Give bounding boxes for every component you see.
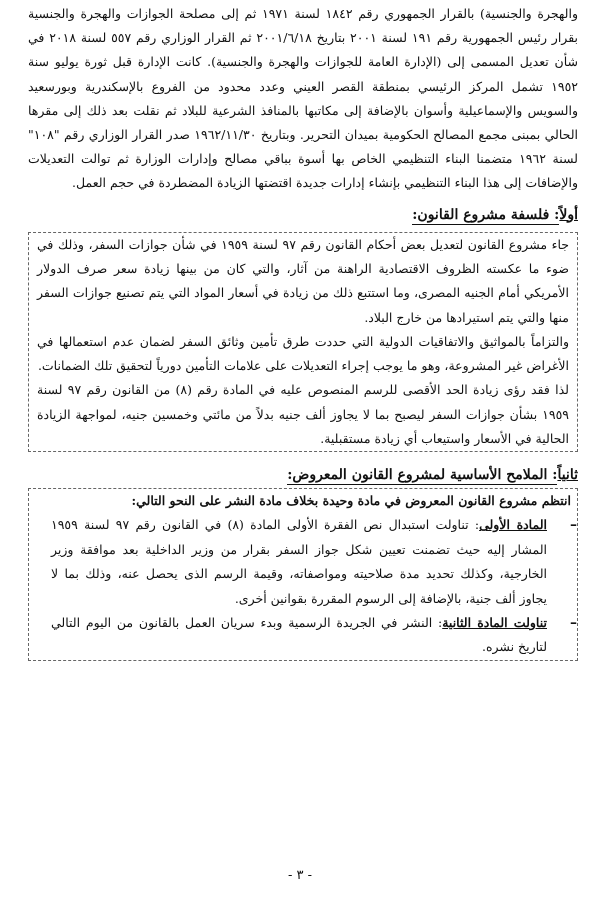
section-2-frame	[28, 488, 578, 660]
section-1-paragraph: جاء مشروع القانون لتعديل بعض أحكام القانون رقم ٩٧ لسنة ١٩٥٩ في شأن جوازات السفر، وذلك في ضوء ما عكسته الظروف الاقتصادية الراهنة من آثار، والتي كان من بينها زيادة سعر صرف الدولار الأمريكي أمام الجنيه المصرى، وما استتبع ذلك من زيادة في أسعار المواد التي يتم تصنيع جوازات السفر منها والتي يتم استيرادها من خارج البلاد.	[37, 236, 569, 325]
article-text-1	[43, 513, 555, 611]
page-number: - ٣ -	[287, 868, 313, 883]
section-heading-1	[28, 202, 578, 228]
section-1-paragraph: والتزاماً بالمواثيق والاتفاقيات الدولية التي حددت طرق تأمين وثائق السفر لضمان عدم استعمالها في الأغراض غير المشروعة، وهو ما يوجب إجراء التعديلات على علامات التأمين دورياً لتحقيق تلك الضمانات.	[37, 333, 569, 374]
article-label-2: تناولت المادة الثانية	[442, 614, 547, 630]
section-number-1: أولاً	[559, 206, 578, 223]
article-text-2	[43, 611, 555, 660]
list-dash: –	[570, 517, 577, 534]
intro-paragraph: والهجرة والجنسية) بالقرار الجمهوري رقم ١٨٤٢ لسنة ١٩٧١ ثم إلى مصلحة الجوازات والهجرة والجنسية بقرار رئيس الجمهورية رقم ١٩١ لسنة ٢٠٠١ بتاريخ ٢٠٠١/٦/١٨ ثم القرار الوزاري رقم ٥٥٧ لسنة ٢٠١٨ في شأن تعديل المسمى إلى (الإدارة العامة للجوازات والهجرة والجنسية). كانت الإدارة قبل ثورة يوليو سنة ١٩٥٢ تشمل المركز الرئيسي بمنطقة القصر العيني وعدد محدود من الفروع بالإسكندرية وبورسعيد والسويس والإسماعيلية وأسوان بالإضافة إلى مكاتبها بالمنافذ الشرعية للبلاد ثم نقلت بعد ذلك إلى مقرها الحالي بمبنى مجمع المصالح الحكومية بميدان التحرير. وبتاريخ ١٩٦٢/١١/٣٠ صدر القرار الوزاري رقم "١٠٨" لسنة ١٩٦٢ متضمنا البناء التنظيمي الخاص بها أسوة بباقي مصالح وإدارات الوزارة ثم توالت التعديلات والإضافات إلى هذا البناء التنظيمي بإنشاء إدارات جديدة اقتضتها الزيادة المضطردة في حجم العمل.	[28, 6, 579, 191]
article-body-2: : النشر في الجريدة الرسمية وبدء سريان العمل بالقانون من اليوم التالي لتاريخ نشره.	[51, 614, 547, 655]
document-page	[28, 2, 578, 913]
section-title-1: : فلسفة مشروع القانون:	[412, 206, 560, 223]
list-dash: –	[570, 614, 577, 631]
section-1-frame	[28, 232, 578, 453]
section-2-intro: انتظم مشروع القانون المعروض في مادة وحيدة بخلاف مادة النشر على النحو التالي:	[131, 493, 571, 509]
section-1-paragraph: لذا فقد رؤى زيادة الحد الأقصى للرسم المنصوص عليه في المادة رقم (٨) من القانون رقم ٩٧ لسنة ١٩٥٩ بشأن جوازات السفر ليصبح بما لا يجاوز ألف جنيه بدلاً من مائتي وخمسين جنيه، لمواجهة الزيادة الحالية في الأسعار واستيعاب أي زيادة مستقبلية.	[37, 382, 569, 446]
article-label-1: المادة الأولى	[479, 517, 547, 533]
section-heading-2	[28, 462, 578, 488]
section-1-body	[28, 232, 578, 453]
article-item	[29, 513, 577, 611]
section-title-2: : الملامح الأساسية لمشروع القانون المعروض:	[287, 467, 558, 484]
article-body-1: : تناولت استبدال نص الفقرة الأولى المادة (٨) في القانون رقم ٩٧ لسنة ١٩٥٩ المشار إليه حيث تضمنت تعيين شكل جواز السفر بقرار من وزير الداخلية بعد موافقة وزير الخارجية، وكذلك تحديد مدة صلاحيته ومواصفاته، وقيمة الرسم الذى يحصل عنه، وذلك بما لا يجاوز ألف جنية، بالإضافة إلى الرسوم المقررة بقوانين أخرى.	[51, 517, 547, 606]
article-item	[29, 611, 577, 660]
section-number-2: ثانياً	[557, 467, 578, 484]
